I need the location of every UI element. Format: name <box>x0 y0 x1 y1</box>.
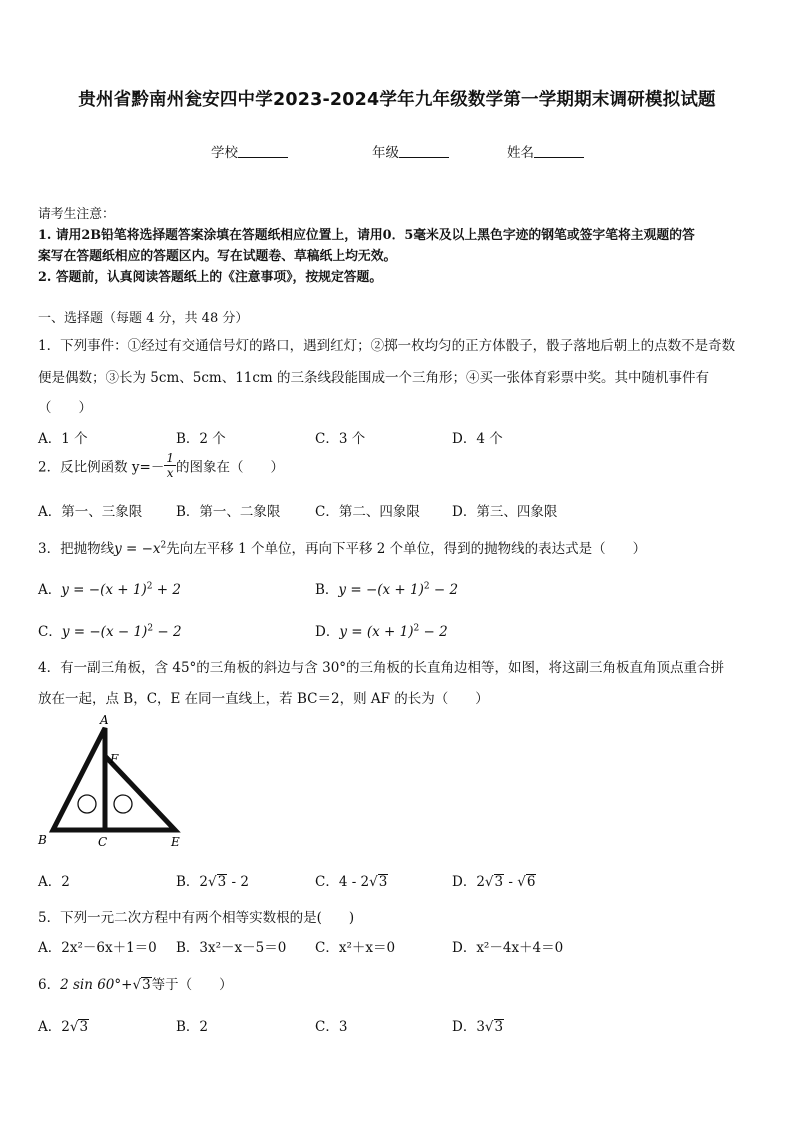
label-e: E <box>171 835 180 849</box>
q1-option-b: B．2 个 <box>176 431 226 447</box>
q5-option-c: C．x²＋x＝0 <box>315 940 396 956</box>
q2-option-a: A．第一、三象限 <box>38 504 143 520</box>
label-f: F <box>110 752 119 766</box>
q3-option-d: D．$y = (x + 1)^2 - 2$ <box>315 623 448 640</box>
q3-option-a: A．$y = -(x + 1)^2 + 2$ <box>38 581 181 598</box>
q4-option-d: D．2√3 - √6 <box>452 874 536 890</box>
triangle-fce <box>105 756 175 830</box>
section-heading: 一、选择题（每题 4 分，共 48 分） <box>38 311 249 326</box>
q4-option-b: B．2√3 - 2 <box>176 874 249 890</box>
label-b: B <box>38 833 47 847</box>
grade-blank <box>399 144 449 158</box>
name-blank <box>534 144 584 158</box>
q6-option-b: B．2 <box>176 1019 209 1035</box>
q1-stem-line2: 便是偶数；③长为 5cm、5cm、11cm 的三条线段能围成一个三角形；④买一张体育彩票中奖。其中随机事件有 <box>38 370 710 386</box>
q6-option-d: D．3√3 <box>452 1019 504 1035</box>
q5-option-d: D．x²－4x＋4＝0 <box>452 940 564 956</box>
q1-option-a: A．1 个 <box>38 431 88 447</box>
q3-option-b: B．$y = -(x + 1)^2 - 2$ <box>315 581 459 598</box>
notice-heading: 请考生注意： <box>38 207 115 222</box>
grade-field: 年级 <box>372 141 449 161</box>
q5-option-b: B．3x²－x－5＝0 <box>176 940 287 956</box>
q2-option-c: C．第二、四象限 <box>315 504 420 520</box>
q6-option-a: A．2√3 <box>38 1019 89 1035</box>
triangle-figure <box>34 712 194 854</box>
q1-option-d: D．4 个 <box>452 431 503 447</box>
name-field: 姓名 <box>507 141 584 161</box>
school-blank <box>238 144 288 158</box>
label-a: A <box>100 713 109 727</box>
q6-stem: 6．2 sin 60°+√3等于（ ） <box>38 977 233 993</box>
q4-stem-line2: 放在一起，点 B，C，E 在同一直线上，若 BC＝2，则 AF 的长为（ ） <box>38 691 489 707</box>
triangle-abc <box>53 728 105 830</box>
q2-stem: 2．反比例函数 y=－ $\frac{1}{x}$ 的图象在（ ） <box>38 451 284 480</box>
q2-option-b: B．第一、二象限 <box>176 504 281 520</box>
q2-fraction: $\frac{1}{x}$ <box>166 451 174 480</box>
q6-option-c: C．3 <box>315 1019 348 1035</box>
q3-option-c: C．$y = -(x - 1)^2 - 2$ <box>38 623 182 640</box>
notice-line-1a: 1. 请用2B铅笔将选择题答案涂填在答题纸相应位置上，请用0．5毫米及以上黑色字迹的钢笔或签字笔将主观题的答 <box>38 228 695 243</box>
notice-line-1b: 案写在答题纸相应的答题区内。写在试题卷、草稿纸上均无效。 <box>38 249 397 264</box>
q5-stem: 5．下列一元二次方程中有两个相等实数根的是( ) <box>38 910 355 926</box>
q3-stem: 3．把抛物线$y = -x^2$先向左平移 1 个单位，再向下平移 2 个单位，得到的抛物线的表达式是（ ） <box>38 540 647 557</box>
q1-stem-line1: 1．下列事件：①经过有交通信号灯的路口，遇到红灯；②掷一枚均匀的正方体骰子，骰子落地后朝上的点数不是奇数 <box>38 338 736 354</box>
notice-line-2: 2. 答题前，认真阅读答题纸上的《注意事项》，按规定答题。 <box>38 270 383 285</box>
q2-option-d: D．第三、四象限 <box>452 504 558 520</box>
q1-option-c: C．3 个 <box>315 431 366 447</box>
label-c: C <box>98 835 108 849</box>
hole-right <box>114 795 132 813</box>
page-title: 贵州省黔南州瓮安四中学2023-2024学年九年级数学第一学期期末调研模拟试题 <box>78 90 716 110</box>
q4-option-a: A．2 <box>38 874 70 890</box>
hole-left <box>78 795 96 813</box>
q1-stem-line3: （ ） <box>38 400 92 416</box>
school-field: 学校 <box>211 141 288 161</box>
q4-stem-line1: 4．有一副三角板，含 45°的三角板的斜边与含 30°的三角板的长直角边相等，如图，将这副三角板直角顶点重合拼 <box>38 660 725 676</box>
q4-option-c: C．4 - 2√3 <box>315 874 388 890</box>
q5-option-a: A．2x²－6x＋1＝0 <box>38 940 157 956</box>
